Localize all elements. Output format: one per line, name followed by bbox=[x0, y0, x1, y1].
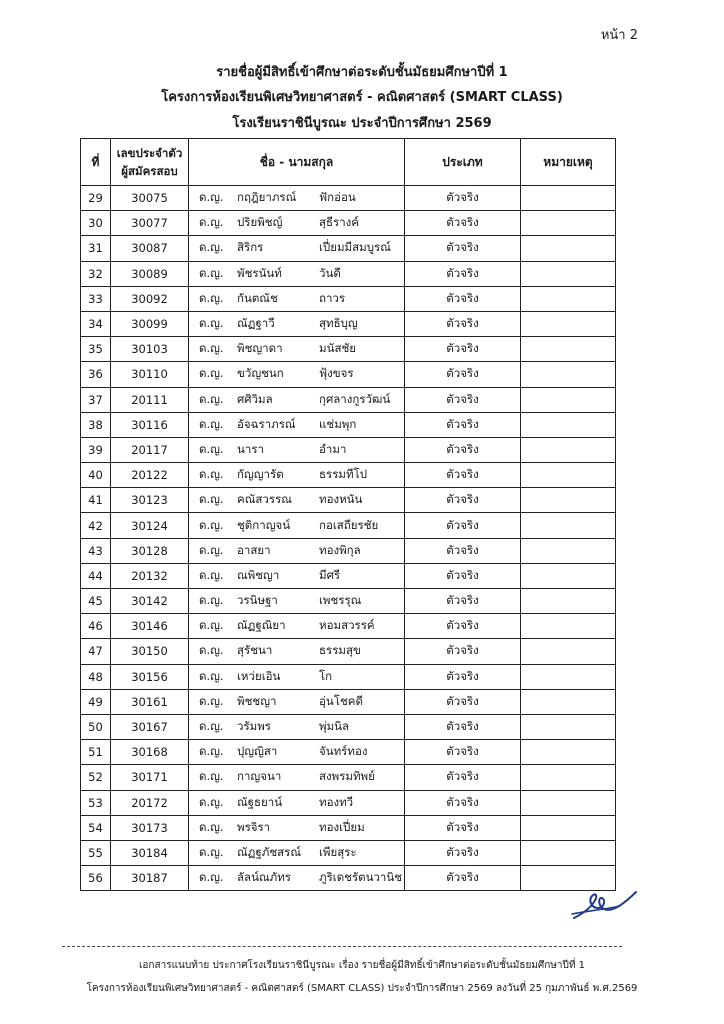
last-name: ธรรมสุข bbox=[319, 643, 361, 658]
row-number: 55 bbox=[81, 840, 111, 865]
last-name: โก bbox=[319, 668, 333, 683]
table-row bbox=[81, 790, 616, 815]
last-name: สุธีรางค์ bbox=[319, 215, 359, 230]
name-prefix: ด.ญ. bbox=[199, 215, 224, 230]
remarks-cell bbox=[521, 387, 616, 412]
name-prefix: ด.ญ. bbox=[199, 593, 224, 608]
first-name: กาญจนา bbox=[237, 769, 282, 784]
first-name: นารา bbox=[237, 441, 264, 456]
table-row bbox=[81, 463, 616, 488]
last-name: ทองพิกุล bbox=[319, 542, 361, 557]
table-row bbox=[81, 186, 616, 211]
row-number: 40 bbox=[81, 463, 111, 488]
student-name bbox=[189, 337, 405, 362]
applicant-id: 30077 bbox=[111, 211, 189, 236]
remarks-cell bbox=[521, 437, 616, 462]
row-number: 46 bbox=[81, 614, 111, 639]
admission-type: ตัวจริง bbox=[405, 362, 521, 387]
admission-type: ตัวจริง bbox=[405, 815, 521, 840]
last-name: พุ่มนิล bbox=[319, 719, 350, 734]
name-prefix: ด.ญ. bbox=[199, 618, 224, 633]
applicant-table bbox=[80, 138, 616, 891]
admission-type: ตัวจริง bbox=[405, 387, 521, 412]
student-name bbox=[189, 815, 405, 840]
student-name bbox=[189, 589, 405, 614]
last-name: หอมสวรรค์ bbox=[319, 618, 375, 633]
row-number: 54 bbox=[81, 815, 111, 840]
remarks-cell bbox=[521, 211, 616, 236]
remarks-cell bbox=[521, 689, 616, 714]
applicant-id: 20122 bbox=[111, 463, 189, 488]
student-name bbox=[189, 790, 405, 815]
row-number: 32 bbox=[81, 261, 111, 286]
admission-type: ตัวจริง bbox=[405, 714, 521, 739]
applicant-id: 30103 bbox=[111, 337, 189, 362]
remarks-cell bbox=[521, 513, 616, 538]
first-name: ณัฏฐภัชสรณ์ bbox=[237, 844, 301, 859]
table-row bbox=[81, 412, 616, 437]
first-name: อัจฉราภรณ์ bbox=[237, 416, 296, 431]
name-prefix: ด.ญ. bbox=[199, 643, 224, 658]
row-number: 38 bbox=[81, 412, 111, 437]
column-header-name: ชื่อ - นามสกุล bbox=[189, 139, 405, 186]
admission-type: ตัวจริง bbox=[405, 513, 521, 538]
column-header-applicant-id bbox=[111, 139, 189, 186]
row-number: 30 bbox=[81, 211, 111, 236]
remarks-cell bbox=[521, 589, 616, 614]
page-number: หน้า 2 bbox=[600, 28, 638, 43]
table-row bbox=[81, 840, 616, 865]
row-number: 37 bbox=[81, 387, 111, 412]
footer-note-line-1: เอกสารแนบท้าย ประกาศโรงเรียนราชินีบูรณะ เรื่อง รายชื่อผู้มีสิทธิ์เข้าศึกษาต่อระดับชั้นมัธยมศึกษาปีที่ 1 bbox=[139, 960, 585, 971]
remarks-cell bbox=[521, 261, 616, 286]
admission-type: ตัวจริง bbox=[405, 211, 521, 236]
student-name bbox=[189, 437, 405, 462]
name-prefix: ด.ญ. bbox=[199, 693, 224, 708]
table-row bbox=[81, 362, 616, 387]
applicant-id: 30075 bbox=[111, 186, 189, 211]
document-title: รายชื่อผู้มีสิทธิ์เข้าศึกษาต่อระดับชั้นมัธยมศึกษาปีที่ 1 bbox=[216, 65, 508, 80]
last-name: เพชรรุณ bbox=[319, 593, 362, 608]
first-name: คณัสวรรณ bbox=[237, 492, 292, 507]
admission-type: ตัวจริง bbox=[405, 186, 521, 211]
school-title: โรงเรียนราชินีบูรณะ ประจำปีการศึกษา 2569 bbox=[232, 116, 492, 131]
student-name bbox=[189, 664, 405, 689]
first-name: ลัลน์ณภัทร bbox=[237, 870, 291, 885]
remarks-cell bbox=[521, 286, 616, 311]
admission-type: ตัวจริง bbox=[405, 664, 521, 689]
remarks-cell bbox=[521, 714, 616, 739]
row-number: 49 bbox=[81, 689, 111, 714]
applicant-id: 30184 bbox=[111, 840, 189, 865]
table-row bbox=[81, 815, 616, 840]
name-prefix: ด.ญ. bbox=[199, 391, 224, 406]
name-prefix: ด.ญ. bbox=[199, 794, 224, 809]
admission-type: ตัวจริง bbox=[405, 236, 521, 261]
last-name: สงพรมทิพย์ bbox=[319, 769, 375, 784]
table-row bbox=[81, 211, 616, 236]
applicant-id: 30146 bbox=[111, 614, 189, 639]
remarks-cell bbox=[521, 639, 616, 664]
row-number: 52 bbox=[81, 765, 111, 790]
first-name: ณัฐธยาน์ bbox=[237, 794, 283, 809]
student-name bbox=[189, 740, 405, 765]
table-row bbox=[81, 337, 616, 362]
name-prefix: ด.ญ. bbox=[199, 668, 224, 683]
first-name: สิริกร bbox=[237, 240, 264, 255]
admission-type: ตัวจริง bbox=[405, 740, 521, 765]
last-name: ธรรมทีโป bbox=[319, 467, 368, 482]
admission-type: ตัวจริง bbox=[405, 589, 521, 614]
last-name: ถาวร bbox=[319, 290, 346, 305]
table-row bbox=[81, 664, 616, 689]
admission-type: ตัวจริง bbox=[405, 412, 521, 437]
last-name: ทองทวี bbox=[319, 794, 354, 809]
row-number: 53 bbox=[81, 790, 111, 815]
remarks-cell bbox=[521, 840, 616, 865]
row-number: 35 bbox=[81, 337, 111, 362]
first-name: ปุญญิสา bbox=[237, 744, 278, 759]
admission-type: ตัวจริง bbox=[405, 866, 521, 891]
last-name: สุทธิบุญ bbox=[319, 316, 358, 331]
name-prefix: ด.ญ. bbox=[199, 316, 224, 331]
last-name: ทองหนัน bbox=[319, 492, 363, 507]
applicant-id: 30161 bbox=[111, 689, 189, 714]
applicant-id: 30087 bbox=[111, 236, 189, 261]
student-name bbox=[189, 689, 405, 714]
admission-type: ตัวจริง bbox=[405, 488, 521, 513]
first-name: พิชชญา bbox=[237, 693, 277, 708]
name-prefix: ด.ญ. bbox=[199, 366, 224, 381]
table-row bbox=[81, 614, 616, 639]
last-name: ฟักอ่อน bbox=[319, 190, 356, 205]
last-name: ทองเปี่ยม bbox=[319, 819, 365, 834]
applicant-id: 30110 bbox=[111, 362, 189, 387]
last-name: กอเสถียรชัย bbox=[319, 517, 379, 532]
student-name bbox=[189, 714, 405, 739]
first-name: ณัฏฐณิยา bbox=[237, 618, 286, 633]
name-prefix: ด.ญ. bbox=[199, 744, 224, 759]
column-header-type: ประเภท bbox=[405, 139, 521, 186]
remarks-cell bbox=[521, 311, 616, 336]
student-name bbox=[189, 538, 405, 563]
table-row bbox=[81, 589, 616, 614]
remarks-cell bbox=[521, 614, 616, 639]
first-name: สุรัชนา bbox=[237, 643, 273, 658]
program-title: โครงการห้องเรียนพิเศษวิทยาศาสตร์ - คณิตศาสตร์ (SMART CLASS) bbox=[161, 90, 563, 105]
admission-type: ตัวจริง bbox=[405, 437, 521, 462]
remarks-cell bbox=[521, 664, 616, 689]
applicant-id: 30168 bbox=[111, 740, 189, 765]
student-name bbox=[189, 311, 405, 336]
footer-divider bbox=[62, 946, 622, 947]
remarks-cell bbox=[521, 740, 616, 765]
last-name: อุ่นโชคดี bbox=[319, 693, 363, 708]
applicant-id: 30187 bbox=[111, 866, 189, 891]
remarks-cell bbox=[521, 765, 616, 790]
first-name: พิชญาดา bbox=[237, 341, 283, 356]
remarks-cell bbox=[521, 488, 616, 513]
last-name: อำมา bbox=[319, 441, 347, 456]
row-number: 29 bbox=[81, 186, 111, 211]
student-name bbox=[189, 614, 405, 639]
row-number: 39 bbox=[81, 437, 111, 462]
first-name: เหว่ยเอิน bbox=[237, 668, 281, 683]
name-prefix: ด.ญ. bbox=[199, 190, 224, 205]
row-number: 45 bbox=[81, 589, 111, 614]
name-prefix: ด.ญ. bbox=[199, 341, 224, 356]
table-row bbox=[81, 488, 616, 513]
table-header-row bbox=[81, 139, 616, 186]
table-row bbox=[81, 437, 616, 462]
remarks-cell bbox=[521, 790, 616, 815]
admission-type: ตัวจริง bbox=[405, 311, 521, 336]
admission-type: ตัวจริง bbox=[405, 337, 521, 362]
student-name bbox=[189, 211, 405, 236]
row-number: 50 bbox=[81, 714, 111, 739]
row-number: 34 bbox=[81, 311, 111, 336]
table-row bbox=[81, 387, 616, 412]
signature-mark bbox=[568, 878, 642, 930]
name-prefix: ด.ญ. bbox=[199, 517, 224, 532]
student-name bbox=[189, 840, 405, 865]
table-row bbox=[81, 563, 616, 588]
table-row bbox=[81, 765, 616, 790]
student-name bbox=[189, 463, 405, 488]
first-name: วรัมพร bbox=[237, 719, 271, 734]
name-prefix: ด.ญ. bbox=[199, 844, 224, 859]
last-name: จันทร์ทอง bbox=[319, 744, 368, 759]
name-prefix: ด.ญ. bbox=[199, 769, 224, 784]
last-name: ฟุ้งขจร bbox=[319, 366, 354, 381]
name-prefix: ด.ญ. bbox=[199, 567, 224, 582]
admission-type: ตัวจริง bbox=[405, 563, 521, 588]
column-header-number: ที่ bbox=[81, 139, 111, 186]
remarks-cell bbox=[521, 563, 616, 588]
applicant-id: 30089 bbox=[111, 261, 189, 286]
student-name bbox=[189, 765, 405, 790]
last-name: วันดี bbox=[319, 265, 341, 280]
first-name: กัญญารัต bbox=[237, 467, 284, 482]
first-name: วรนิษฐา bbox=[237, 593, 278, 608]
column-header-applicant-id-line-2: ผู้สมัครสอบ bbox=[121, 164, 178, 178]
student-name bbox=[189, 387, 405, 412]
name-prefix: ด.ญ. bbox=[199, 492, 224, 507]
applicant-id: 30092 bbox=[111, 286, 189, 311]
name-prefix: ด.ญ. bbox=[199, 441, 224, 456]
name-prefix: ด.ญ. bbox=[199, 467, 224, 482]
student-name bbox=[189, 362, 405, 387]
applicant-id: 30156 bbox=[111, 664, 189, 689]
row-number: 48 bbox=[81, 664, 111, 689]
row-number: 33 bbox=[81, 286, 111, 311]
student-name bbox=[189, 866, 405, 891]
name-prefix: ด.ญ. bbox=[199, 819, 224, 834]
remarks-cell bbox=[521, 362, 616, 387]
row-number: 41 bbox=[81, 488, 111, 513]
remarks-cell bbox=[521, 815, 616, 840]
table-row bbox=[81, 639, 616, 664]
applicant-id: 30116 bbox=[111, 412, 189, 437]
student-name bbox=[189, 236, 405, 261]
admission-type: ตัวจริง bbox=[405, 689, 521, 714]
row-number: 43 bbox=[81, 538, 111, 563]
row-number: 44 bbox=[81, 563, 111, 588]
row-number: 42 bbox=[81, 513, 111, 538]
admission-type: ตัวจริง bbox=[405, 463, 521, 488]
admission-type: ตัวจริง bbox=[405, 790, 521, 815]
admission-type: ตัวจริง bbox=[405, 286, 521, 311]
last-name: กุศลางกูรวัฒน์ bbox=[319, 391, 391, 406]
last-name: แช่มพุก bbox=[319, 416, 357, 431]
table-row bbox=[81, 538, 616, 563]
name-prefix: ด.ญ. bbox=[199, 290, 224, 305]
applicant-id: 30124 bbox=[111, 513, 189, 538]
applicant-id: 30171 bbox=[111, 765, 189, 790]
remarks-cell bbox=[521, 412, 616, 437]
applicant-id: 30123 bbox=[111, 488, 189, 513]
first-name: กฤฎิยาภรณ์ bbox=[237, 190, 297, 205]
admission-type: ตัวจริง bbox=[405, 538, 521, 563]
student-name bbox=[189, 286, 405, 311]
table-row bbox=[81, 513, 616, 538]
table-row bbox=[81, 236, 616, 261]
row-number: 56 bbox=[81, 866, 111, 891]
applicant-id: 30173 bbox=[111, 815, 189, 840]
remarks-cell bbox=[521, 463, 616, 488]
applicant-id: 30150 bbox=[111, 639, 189, 664]
name-prefix: ด.ญ. bbox=[199, 719, 224, 734]
applicant-id: 30099 bbox=[111, 311, 189, 336]
table-row bbox=[81, 261, 616, 286]
applicant-id: 20132 bbox=[111, 563, 189, 588]
first-name: พัชรนันท์ bbox=[237, 265, 282, 280]
row-number: 51 bbox=[81, 740, 111, 765]
row-number: 31 bbox=[81, 236, 111, 261]
row-number: 36 bbox=[81, 362, 111, 387]
first-name: ณัฏฐาวี bbox=[237, 316, 275, 331]
student-name bbox=[189, 639, 405, 664]
admission-type: ตัวจริง bbox=[405, 840, 521, 865]
student-name bbox=[189, 488, 405, 513]
name-prefix: ด.ญ. bbox=[199, 416, 224, 431]
column-header-remarks: หมายเหตุ bbox=[521, 139, 616, 186]
applicant-id: 30167 bbox=[111, 714, 189, 739]
table-row bbox=[81, 740, 616, 765]
student-name bbox=[189, 513, 405, 538]
admission-type: ตัวจริง bbox=[405, 765, 521, 790]
first-name: อาสยา bbox=[237, 542, 271, 557]
name-prefix: ด.ญ. bbox=[199, 870, 224, 885]
last-name: มีศรี bbox=[319, 567, 341, 582]
name-prefix: ด.ญ. bbox=[199, 240, 224, 255]
last-name: เปี่ยมมีสมบูรณ์ bbox=[319, 240, 391, 255]
student-name bbox=[189, 186, 405, 211]
name-prefix: ด.ญ. bbox=[199, 265, 224, 280]
table-body bbox=[81, 186, 616, 891]
first-name: ณพิชญา bbox=[237, 567, 280, 582]
last-name: ภูริเดชรัตนวานิช bbox=[319, 870, 403, 885]
applicant-id: 20111 bbox=[111, 387, 189, 412]
first-name: ชุติกาญจน์ bbox=[237, 517, 291, 532]
first-name: กันตณัช bbox=[237, 290, 278, 305]
admission-type: ตัวจริง bbox=[405, 261, 521, 286]
table-row bbox=[81, 311, 616, 336]
first-name: พรจิรา bbox=[237, 819, 271, 834]
applicant-id: 30142 bbox=[111, 589, 189, 614]
remarks-cell bbox=[521, 186, 616, 211]
first-name: ขวัญชนก bbox=[237, 366, 284, 381]
name-prefix: ด.ญ. bbox=[199, 542, 224, 557]
first-name: ศศิวิมล bbox=[237, 391, 273, 406]
remarks-cell bbox=[521, 236, 616, 261]
table-row bbox=[81, 286, 616, 311]
column-header-applicant-id-line-1: เลขประจำตัว bbox=[116, 146, 183, 160]
table-row bbox=[81, 866, 616, 891]
admission-type: ตัวจริง bbox=[405, 614, 521, 639]
last-name: เพียสุระ bbox=[319, 844, 357, 859]
table-row bbox=[81, 714, 616, 739]
student-name bbox=[189, 261, 405, 286]
student-name bbox=[189, 563, 405, 588]
first-name: ปริยพิชญ์ bbox=[237, 215, 283, 230]
last-name: มนัสชัย bbox=[319, 341, 357, 356]
row-number: 47 bbox=[81, 639, 111, 664]
remarks-cell bbox=[521, 538, 616, 563]
admission-type: ตัวจริง bbox=[405, 639, 521, 664]
student-name bbox=[189, 412, 405, 437]
applicant-id: 20117 bbox=[111, 437, 189, 462]
applicant-id: 30128 bbox=[111, 538, 189, 563]
remarks-cell bbox=[521, 337, 616, 362]
footer-note-line-2: โครงการห้องเรียนพิเศษวิทยาศาสตร์ - คณิตศาสตร์ (SMART CLASS) ประจำปีการศึกษา 2569 ลงวันที่ 25 กุมภาพันธ์ พ.ศ.2569 bbox=[86, 983, 638, 994]
applicant-id: 20172 bbox=[111, 790, 189, 815]
table-row bbox=[81, 689, 616, 714]
